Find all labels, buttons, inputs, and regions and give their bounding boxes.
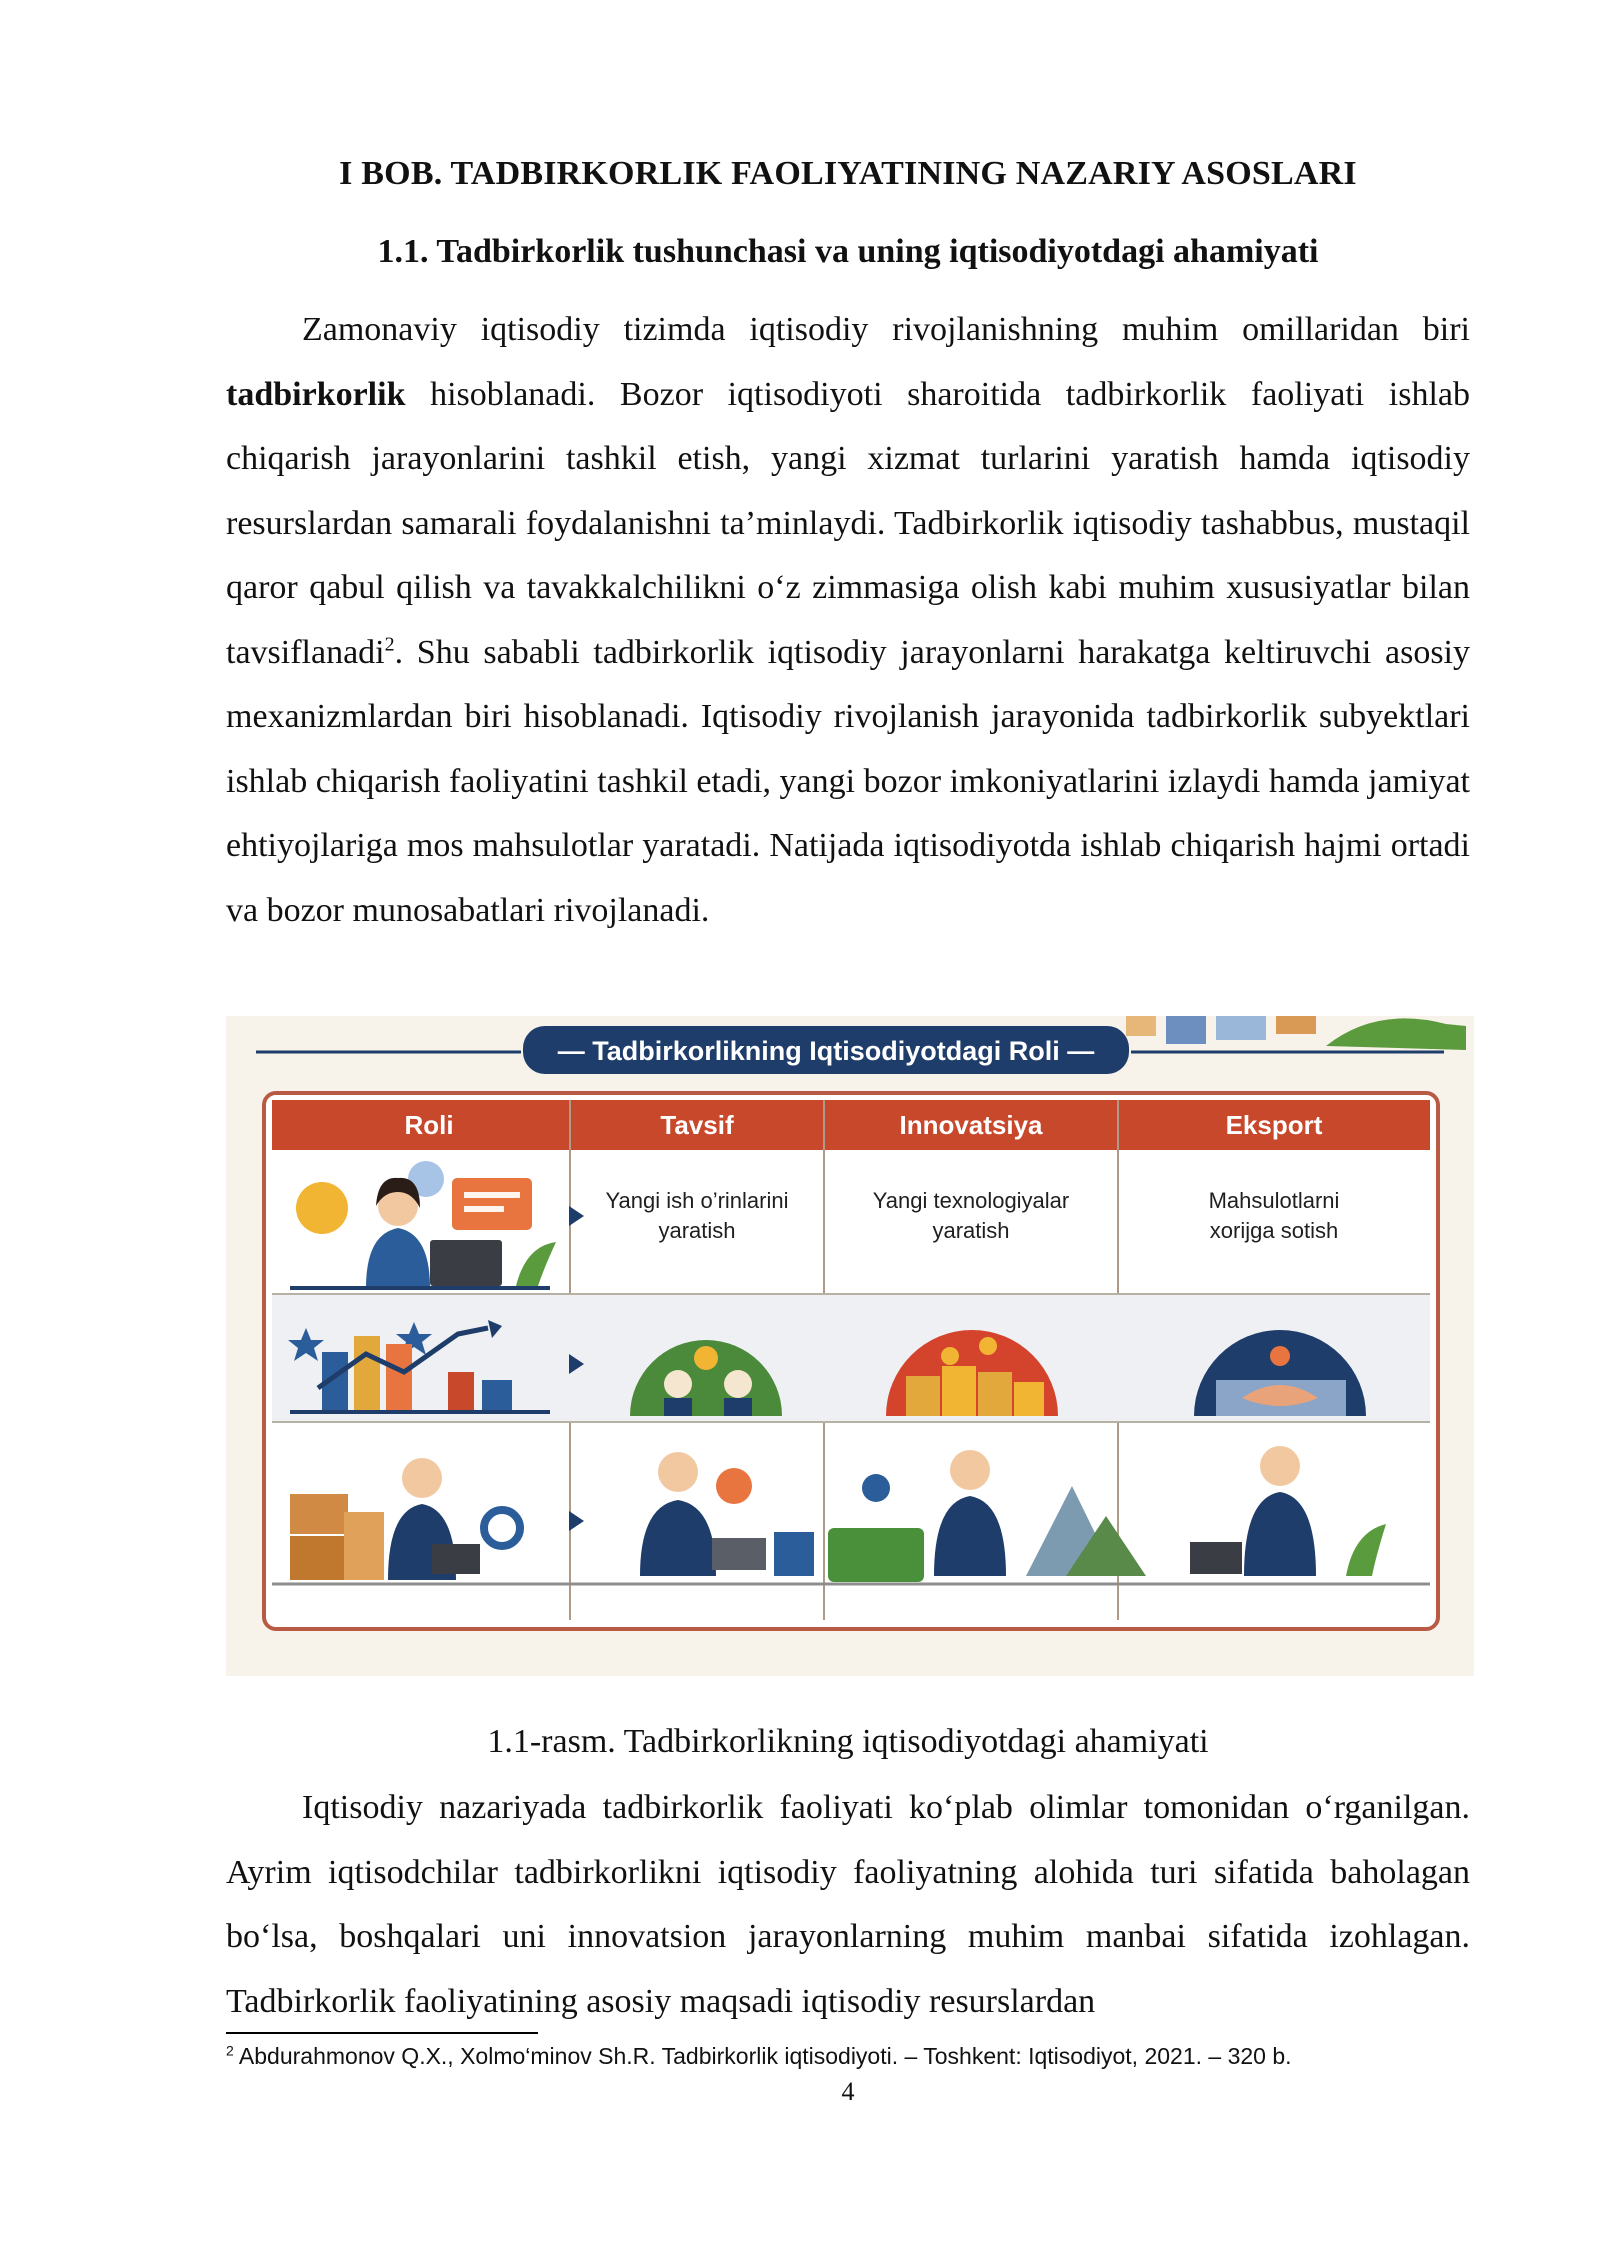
paragraph-1-end: . Shu sababli tadbirkorlik iqtisodiy jarayonlarni harakatga keltiruvchi asosiy mexanizmlardan biri hisoblanadi. Iqtisodiy rivojlanish jarayonida tadbirkorlik subyektlari ishlab chiqarish faoliyatini tashkil etadi, yangi bozor imkoniyatlarini izlaydi hamda jamiyat ehtiyojlariga mos mahsulotlar yaratadi. Natijada iqtisodiyotda ishlab chiqarish hajmi ortadi va bozor munosabatlari rivojlanadi. [226, 633, 1470, 929]
innovatsiya-line-2: yaratish [932, 1218, 1010, 1243]
footnote-reference[interactable]: 2 [384, 633, 395, 656]
footnote [226, 2040, 1470, 2072]
paragraph-2 [226, 1776, 1470, 2034]
paragraph-1 [226, 298, 1470, 943]
paragraph-1-start: Zamonaviy iqtisodiy tizimda iqtisodiy rivojlanishning muhim omillaridan biri [302, 311, 1470, 348]
figure-caption: 1.1-rasm. Tadbirkorlikning iqtisodiyotdagi ahamiyati [487, 1723, 1209, 1760]
header-innovatsiya: Innovatsiya [899, 1110, 1043, 1140]
header-roli: Roli [404, 1110, 454, 1140]
banner-title: — Tadbirkorlikning Iqtisodiyotdagi Roli — [557, 1036, 1095, 1066]
page-number: 4 [841, 2077, 855, 2106]
tavsif-line-1: Yangi ish o’rinlarini [605, 1188, 789, 1213]
paragraph-2-text: Iqtisodiy nazariyada tadbirkorlik faoliyati ko‘plab olimlar tomonidan o‘rganilgan. Ayrim iqtisodchilar tadbirkorlikni iqtisodiy faoliyatning alohida turi sifatida baholagan bo‘lsa, boshqalari uni innovatsion jarayonlarning muhim manbai sifatida izohlagan. Tadbirkorlik faoliyatining asosiy maqsadi iqtisodiy resurslardan [226, 1789, 1470, 2020]
tavsif-line-2: yaratish [658, 1218, 736, 1243]
innovatsiya-line-1: Yangi texnologiyalar [872, 1188, 1070, 1213]
chapter-title: I BOB. TADBIRKORLIK FAOLIYATINING NAZARIY ASOSLARI [339, 155, 1357, 192]
eksport-line-2: xorijga sotish [1209, 1218, 1339, 1243]
footnote-number: 2 [226, 2042, 234, 2059]
eksport-line-1: Mahsulotlarni [1208, 1188, 1340, 1213]
footnote-separator [226, 2032, 538, 2034]
section-title: 1.1. Tadbirkorlik tushunchasi va uning iqtisodiyotdagi ahamiyati [377, 233, 1319, 270]
figure-banner [523, 1026, 1129, 1074]
header-tavsif: Tavsif [660, 1110, 734, 1140]
bold-term: tadbirkorlik [226, 375, 406, 413]
footnote-text: Abdurahmonov Q.X., Xolmo‘minov Sh.R. Tadbirkorlik iqtisodiyoti. – Toshkent: Iqtisodiyot, 2021. – 320 b. [233, 2043, 1292, 2069]
infographic-figure [226, 1016, 1474, 1676]
paragraph-1-middle: hisoblanadi. Bozor iqtisodiyoti sharoitida tadbirkorlik faoliyati ishlab chiqarish jarayonlarini tashkil etish, yangi xizmat turlarini yaratish hamda iqtisodiy resurslardan samarali foydalanishni ta’minlaydi. Tadbirkorlik iqtisodiy tashabbus, mustaqil qaror qabul qilish va tavakkalchilikni o‘z zimmasiga olish kabi muhim xususiyatlar bilan tavsiflanadi [226, 375, 1470, 671]
header-eksport: Eksport [1225, 1110, 1323, 1140]
